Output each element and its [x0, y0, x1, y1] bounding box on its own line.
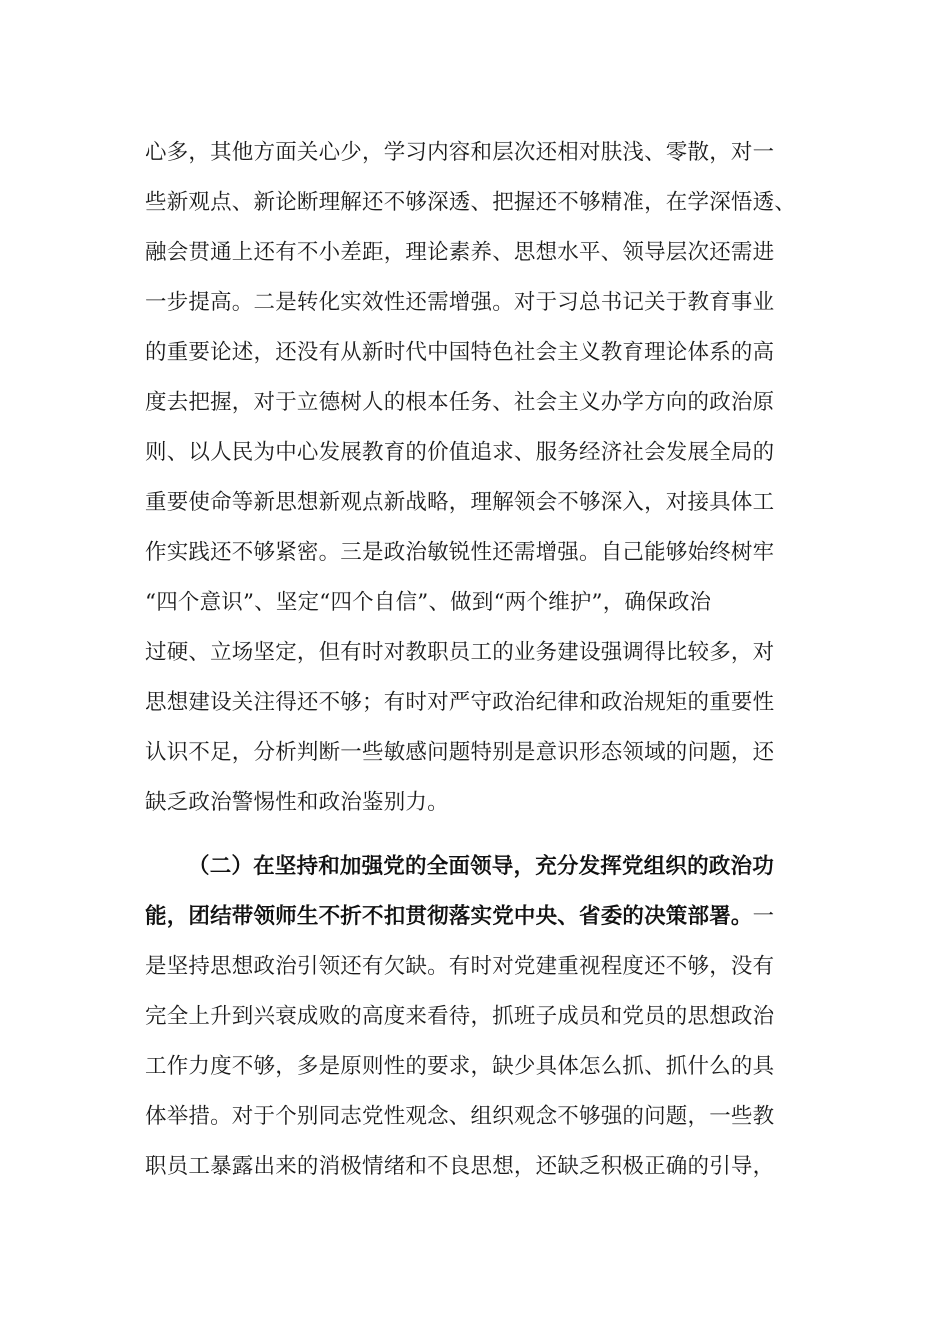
- text-line: 则、以人民为中心发展教育的价值追求、服务经济社会发展全局的: [145, 440, 775, 465]
- text-line: 工作力度不够，多是原则性的要求，缺少具体怎么抓、抓什么的具: [145, 1054, 775, 1079]
- text-line: 作实践还不够紧密。三是政治敏锐性还需增强。自己能够始终树牢: [145, 540, 775, 565]
- text-line: 过硬、立场坚定，但有时对教职员工的业务建设强调得比较多，对: [145, 640, 775, 665]
- section-heading-rest: 一: [752, 904, 775, 929]
- text-line: 体举措。对于个别同志党性观念、组织观念不够强的问题，一些教: [145, 1104, 775, 1129]
- text-line: 的重要论述，还没有从新时代中国特色社会主义教育理论体系的高: [145, 340, 775, 365]
- text-line: 职员工暴露出来的消极情绪和不良思想，还缺乏积极正确的引导，: [145, 1154, 775, 1179]
- text-line: 度去把握，对于立德树人的根本任务、社会主义办学方向的政治原: [145, 390, 775, 415]
- text-line: 缺乏政治警惕性和政治鉴别力。: [145, 790, 449, 815]
- text-line: 些新观点、新论断理解还不够深透、把握还不够精准，在学深悟透、: [145, 190, 797, 215]
- text-line: 重要使命等新思想新观点新战略，理解领会不够深入，对接具体工: [145, 490, 775, 515]
- text-line: 融会贯通上还有不小差距，理论素养、思想水平、领导层次还需进: [145, 240, 775, 265]
- text-line: 完全上升到兴衰成败的高度来看待，抓班子成员和党员的思想政治: [145, 1004, 775, 1029]
- text-line: 一步提高。二是转化实效性还需增强。对于习总书记关于教育事业: [145, 290, 775, 315]
- text-line: 认识不足，分析判断一些敏感问题特别是意识形态领域的问题，还: [145, 740, 775, 765]
- text-line: 是坚持思想政治引领还有欠缺。有时对党建重视程度还不够，没有: [145, 954, 775, 979]
- text-line: 思想建设关注得还不够；有时对严守政治纪律和政治规矩的重要性: [145, 690, 775, 715]
- section-heading-line: [145, 906, 774, 928]
- section-heading-line: （二）在坚持和加强党的全面领导，充分发挥党组织的政治功: [188, 854, 774, 879]
- text-line: “四个意识”、坚定“四个自信”、做到“两个维护”，确保政治: [145, 590, 712, 615]
- text-line: 心多，其他方面关心少，学习内容和层次还相对肤浅、零散，对一: [145, 140, 775, 165]
- section-heading-bold: 能，团结带领师生不折不扣贯彻落实党中央、省委的决策部署。: [145, 904, 753, 929]
